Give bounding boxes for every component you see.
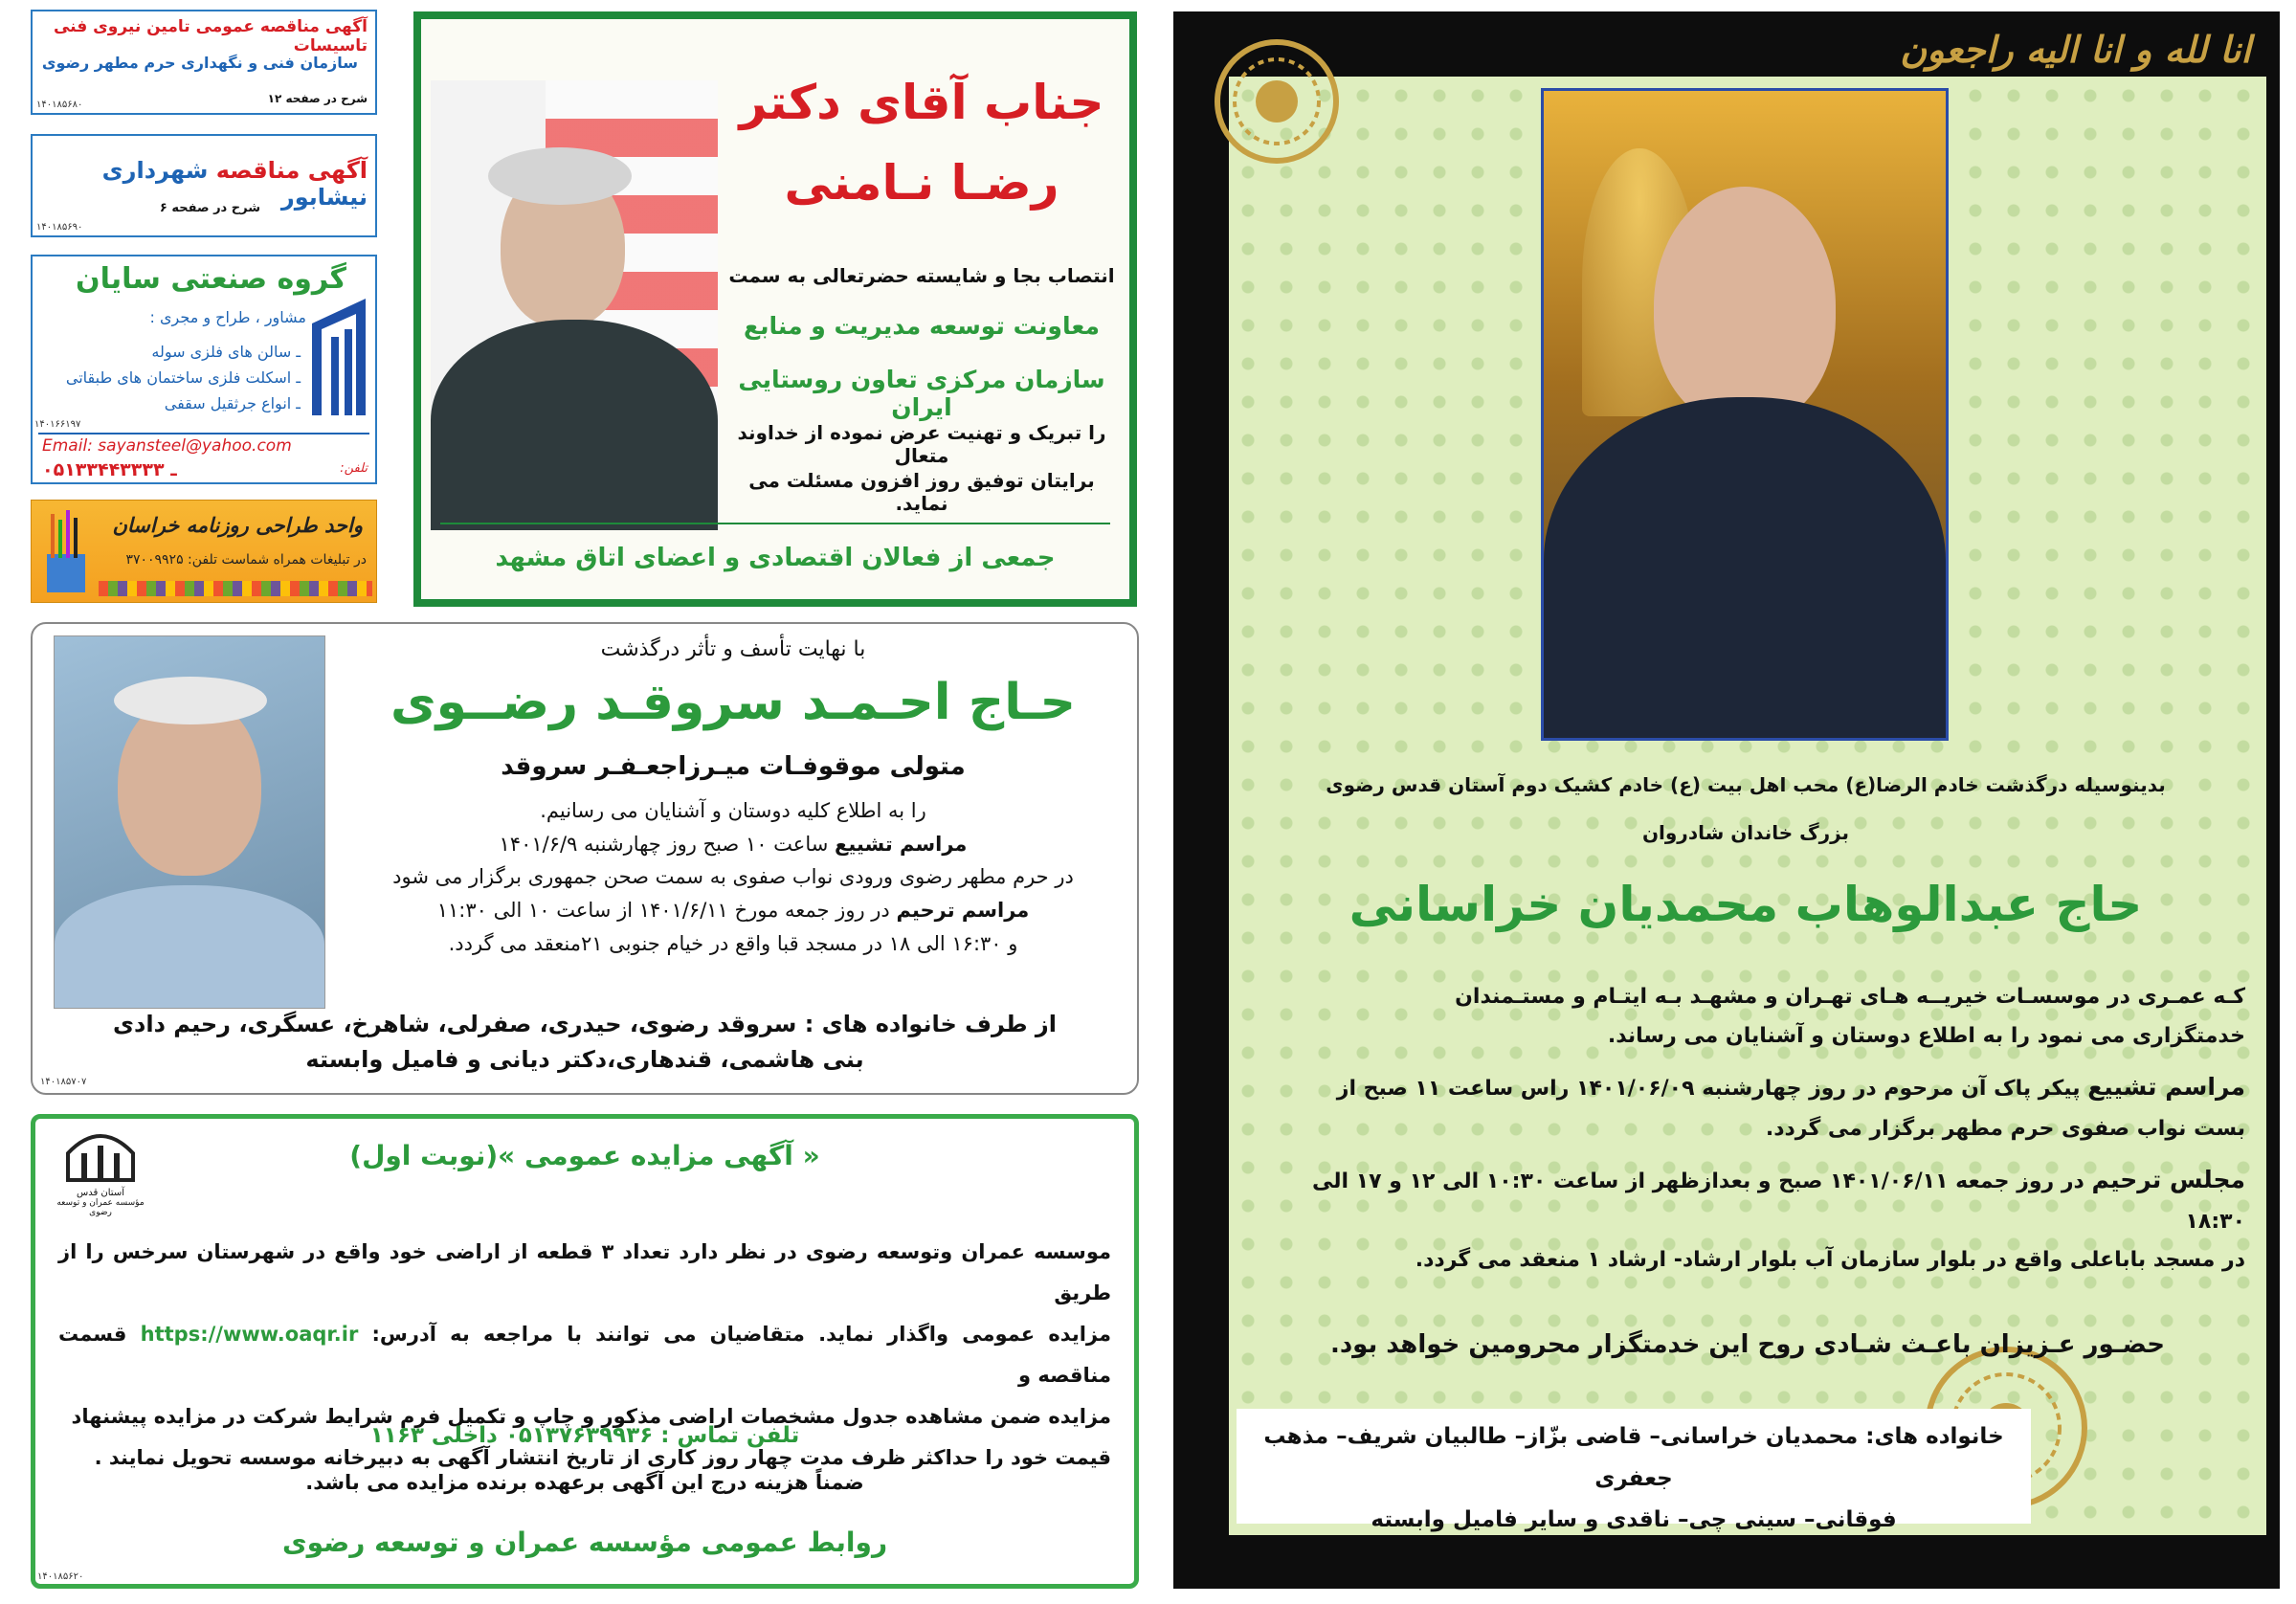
astan-quds-logo	[53, 1125, 148, 1230]
khorasani-photo	[1541, 88, 1949, 741]
funeral-time: ساعت ۱۰ صبح روز چهارشنبه ۱۴۰۱/۶/۹	[499, 832, 835, 856]
obit-line: خدمتگزاری می نمود را به اطلاع دوستان و آشنایان می رساند.	[1607, 1023, 2245, 1048]
sayan-service-item: ـ انواع جرثقیل سقفی	[164, 394, 301, 413]
ad-code: ۱۴۰۱۶۶۱۹۷	[34, 419, 81, 430]
obit-families	[1237, 1409, 2031, 1533]
obit-details	[348, 794, 1118, 960]
divider	[440, 523, 1110, 524]
funeral-time: پیکر پاک آن مرحوم در روز چهارشنبه ۱۴۰۱/۰۶/۰۹ راس ساعت ۱۱ صبح از	[1336, 1077, 2088, 1102]
congrats-line-5: برایتان توفیق روز افزون مسئلت می نماید.	[748, 469, 1095, 515]
auction-line: مزایده ضمن مشاهده جدول مشخصات اراضی مذکور و چاپ و تکمیل فرم شرایط شرکت در مزایده پیشنهاد	[71, 1405, 1111, 1429]
portrait-face	[1654, 187, 1836, 426]
obit-line	[1250, 1065, 2245, 1109]
neyshabur-title-b: شهرداری نیشابور	[101, 157, 368, 211]
auction-line: موسسه عمران وتوسعه رضوی در نظر دارد تعداد ۳ قطعه از اراضی خود واقع در شهرستان سرخس را از طریق	[58, 1240, 1111, 1305]
obit-name: حاج عبدالوهاب محمدیان خراسانی	[1349, 877, 2143, 932]
sayan-service-item: ـ اسکلت فلزی ساختمان های طبقاتی	[65, 368, 301, 388]
obit-line: در حرم مطهر رضوی ورودی نواب صفوی به سمت صحن جمهوری برگزار می شود	[392, 865, 1074, 889]
tender-ad-neyshabur	[31, 134, 377, 237]
design-unit-ad	[31, 500, 377, 603]
obituary-sarvghad	[31, 622, 1139, 1095]
sayan-email[interactable]: Email: sayansteel@yahoo.com	[42, 436, 292, 456]
auction-line	[58, 1314, 1111, 1396]
calligraphy-verse: انا لله و انا الیه راجعون	[1900, 29, 2251, 71]
color-strip	[99, 581, 372, 596]
neyshabur-title-a: آگهی مناقصه	[215, 157, 368, 184]
congrats-photo	[431, 80, 718, 530]
auction-ad	[31, 1114, 1139, 1589]
portrait-hair	[114, 677, 267, 724]
obit-line	[348, 894, 1118, 927]
sayan-phone[interactable]: ۰۵۱ـ ۳۳۴۴۳۳۳۳	[42, 459, 177, 480]
sarvghad-photo	[54, 635, 325, 1009]
portrait-hair	[488, 147, 632, 205]
sayan-title: گروه صنعتی سایان	[75, 262, 346, 296]
memorial-label: مراسم ترحیم	[896, 898, 1030, 922]
sayan-subtitle: مشاور ، طراح و مجری :	[149, 308, 306, 326]
obit-line: را به اطلاع کلیه دوستان و آشنایان می رسانیم.	[540, 799, 926, 822]
pencils-icon	[37, 506, 95, 598]
neyshabur-ref: شرح در صفحه ۶	[159, 201, 260, 215]
sayan-service-item: ـ سالن های فلزی سوله	[151, 343, 301, 361]
portrait-suit	[1544, 397, 1946, 738]
congratulation-ad	[413, 11, 1137, 607]
congrats-title-1: جناب آقای دکتر	[739, 75, 1104, 130]
auction-text: قسمت مناقصه و	[58, 1323, 1111, 1388]
funeral-label: مراسم تشییع	[835, 832, 968, 856]
portrait-suit	[431, 320, 718, 530]
funeral-label: مراسم تشییع	[2087, 1073, 2245, 1102]
obit-line	[348, 828, 1118, 861]
tender-ad-tamin	[31, 10, 377, 115]
tender-ad-ref: شرح در صفحه ۱۲	[267, 92, 368, 105]
obit-intro-1: بدینوسیله درگذشت خادم الرضا(ع) محب اهل بیت (ع) خادم کشیک دوم آستان قدس رضوی	[1326, 773, 2166, 796]
obit-line: در مسجد باباعلی واقع در بلوار سازمان آب بلوار ارشاد- ارشاد ۱ منعقد می گردد.	[1415, 1248, 2245, 1273]
design-unit-title: واحد طراحی روزنامه خراسان	[112, 514, 363, 537]
obit-intro: با نهایت تأسف و تأثر درگذشت	[600, 637, 866, 661]
memorial-label: مجلس ترحیم	[2091, 1166, 2245, 1194]
congrats-line-3: سازمان مرکزی تعاون روستایی ایران	[738, 366, 1105, 421]
tender-ad-org: سازمان فنی و نگهداری حرم مطهر رضوی	[41, 54, 358, 72]
obituary-khorasani	[1173, 11, 2280, 1589]
ad-code: ۱۴۰۱۸۵۶۲۰	[37, 1571, 84, 1582]
obit-intro-2: بزرگ خاندان شادروان	[1641, 821, 1850, 844]
shrine-icon	[62, 1125, 139, 1184]
auction-footer: روابط عمومی مؤسسه عمران و توسعه رضوی	[281, 1526, 888, 1558]
obit-role: متولی موقوفـات میـرزاجعـفـر سروقد	[501, 752, 966, 781]
sayan-logo	[308, 295, 371, 419]
design-unit-subtitle: در تبلیغات همراه شماست تلفن: ۳۷۰۰۹۹۲۵	[125, 552, 367, 568]
sayan-phone-label: تلفن:	[340, 461, 368, 476]
auction-title: « آگهی مزایده عمومی »(نوبت اول)	[349, 1140, 820, 1171]
logo-text-2: مؤسسه عمران و توسعه رضوی	[56, 1198, 145, 1217]
ad-code: ۱۴۰۱۸۵۶۹۰	[36, 222, 83, 233]
obit-closing: حضـور عـزیزان باعـث شـادی روح این خدمتگزار محرومین خواهد بود.	[1329, 1330, 2166, 1359]
congrats-line-2: معاونت توسعه مدیریت و منابع	[744, 312, 1100, 340]
tender-ad-title: آگهی مناقصه عمومی تامین نیروی فنی تاسیسات	[53, 17, 368, 56]
auction-text: مزایده عمومی واگذار نماید. متقاضیان می توانند با مراجعه به آدرس:	[358, 1323, 1111, 1347]
families-line: بنی هاشمی، قندهاری،دکتر دیانی و فامیل وابسته	[305, 1046, 864, 1074]
memorial-time: در روز جمعه ۱۴۰۱/۰۶/۱۱ صبح و بعدازظهر از ساعت ۱۰:۳۰ الی ۱۲ و ۱۷ الی ۱۸:۳۰	[1312, 1170, 2245, 1234]
congrats-footer: جمعی از فعالان اقتصادی و اعضای اتاق مشهد	[495, 544, 1056, 572]
obit-line: و ۱۶:۳۰ الی ۱۸ در مسجد قبا واقع در خیام جنوبی ۲۱منعقد می گردد.	[448, 931, 1018, 955]
congrats-title-2: رضـا نـامنی	[784, 155, 1059, 211]
auction-line: قیمت خود را حداکثر ظرف مدت چهار روز کاری از تاریخ انتشار آگهی به دبیرخانه موسسه تحویل نمایند .	[94, 1446, 1111, 1470]
obit-families	[52, 1007, 1118, 1078]
auction-phone[interactable]: تلفن تماس : ۰۵۱۳۷۶۳۹۹۳۶ داخلی ۱۱۶۳	[369, 1423, 800, 1448]
ad-code: ۱۴۰۱۸۵۶۸۰	[36, 100, 83, 110]
auction-url-link[interactable]: https://www.oaqr.ir	[140, 1323, 359, 1347]
logo-text-1: آستان قدس	[77, 1188, 124, 1198]
obit-body	[1250, 978, 2245, 1281]
portrait-shirt	[55, 885, 324, 1008]
auction-cost-note: ضمناً هزینه درج این آگهی برعهده برنده مزایده می باشد.	[305, 1471, 864, 1494]
obit-name: حـاج احـمـد سروقـد رضــوی	[390, 674, 1076, 731]
obit-line	[1250, 1158, 2245, 1241]
corner-ornament-icon	[1200, 25, 1353, 188]
ad-code: ۱۴۰۱۸۵۷۰۷	[40, 1077, 87, 1087]
obit-line: بست نواب صفوی حرم مطهر برگزار می گردد.	[1765, 1116, 2245, 1141]
families-line: فوقانی– سینی چی– ناقدی و سایر فامیل وابسته	[1371, 1507, 1897, 1533]
families-line: خانواده های: محمدیان خراسانی– قاضی بزّاز– طالبیان شریف– مذهب جعفری	[1263, 1424, 2004, 1491]
divider	[38, 433, 369, 434]
obit-line: کـه عمـری در موسسـات خیریــه هـای تهـران و مشهـد بـه ایتـام و مستـمندان	[1455, 985, 2245, 1009]
congrats-line-1: انتصاب بجا و شایسته حضرتعالی به سمت	[728, 264, 1115, 287]
sayan-ad	[31, 255, 377, 484]
families-line: از طرف خانواده های : سروقد رضوی، حیدری، صفرلی، شاهرخ، عسگری، رحیم دادی	[113, 1011, 1057, 1037]
memorial-time: در روز جمعه مورخ ۱۴۰۱/۶/۱۱ از ساعت ۱۰ الی ۱۱:۳۰	[436, 898, 897, 922]
congrats-line-4: را تبریک و تهنیت عرض نموده از خداوند متعال	[737, 421, 1106, 467]
sayan-services	[66, 339, 301, 417]
